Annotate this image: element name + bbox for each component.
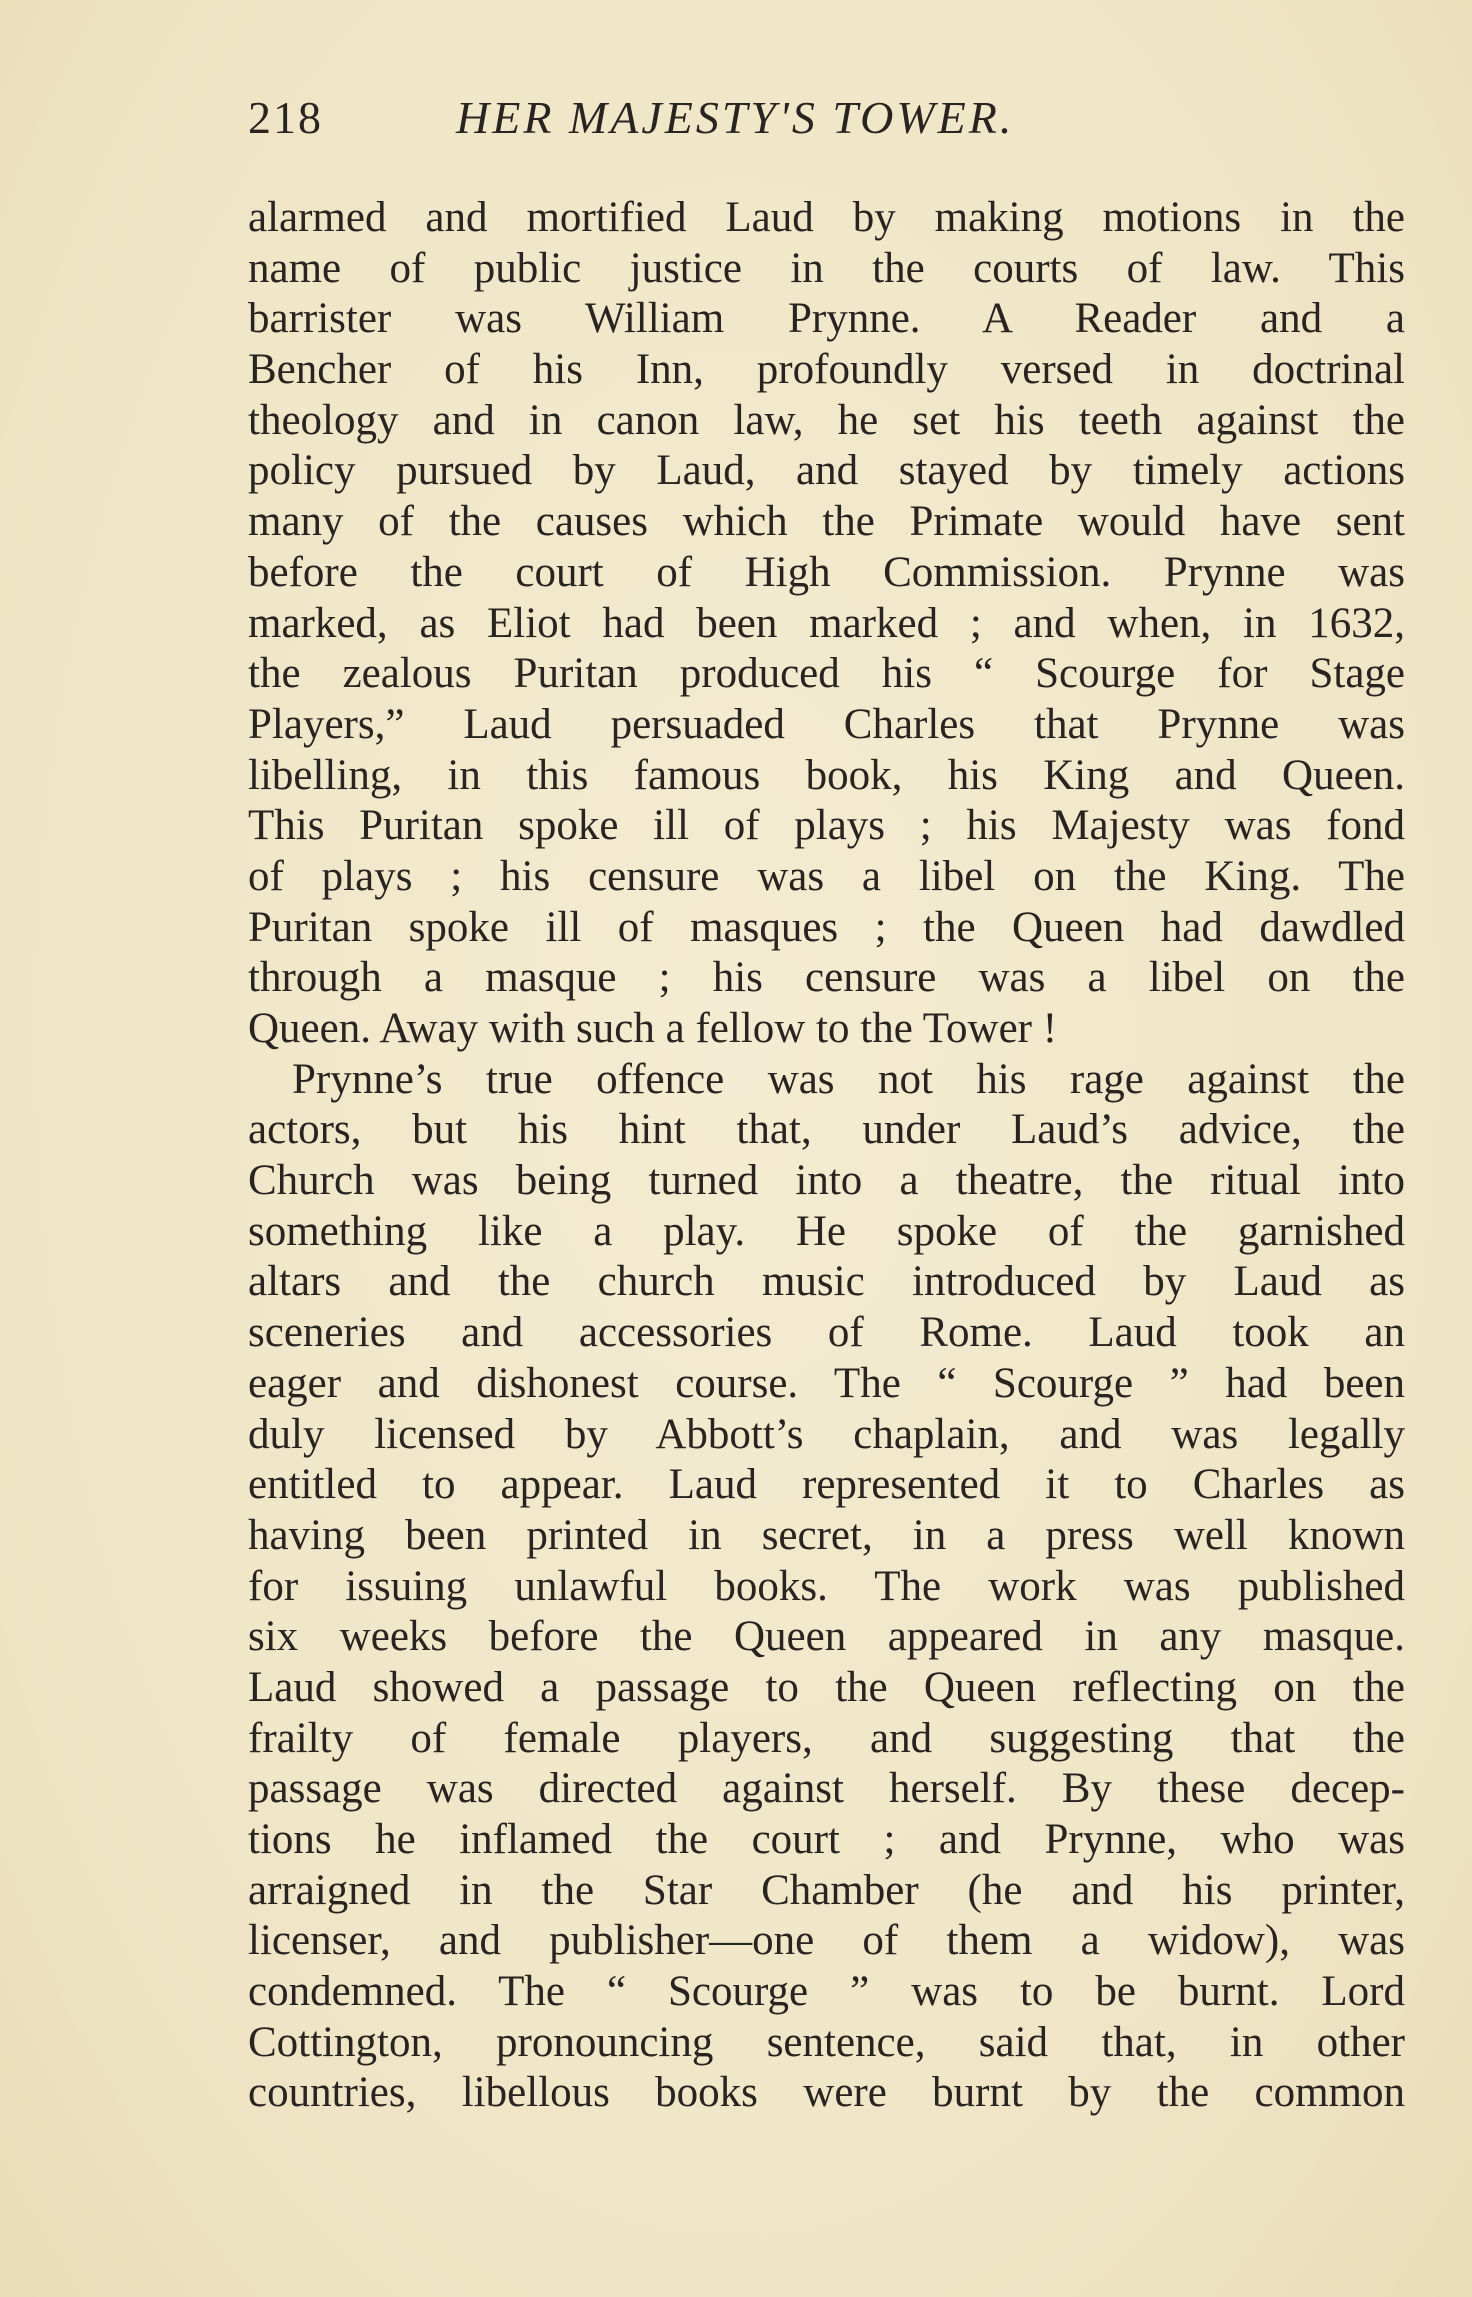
page-number: 218: [248, 92, 323, 143]
text-line: tions he inflamed the court ; and Prynne, who was: [248, 1816, 1405, 1863]
text-line: eager and dishonest course. The “ Scourge ” had been: [248, 1359, 1405, 1407]
text-line: duly licensed by Abbott’s chaplain, and was legally: [248, 1410, 1405, 1458]
paragraph-end-line: Queen. Away with such a fellow to the Tower !: [248, 1005, 1058, 1052]
text-line: Cottington, pronouncing sentence, said that, in other: [248, 2018, 1405, 2066]
text-line: libelling, in this famous book, his King and Queen.: [248, 751, 1405, 799]
text-line: barrister was William Prynne. A Reader and a: [248, 295, 1405, 343]
text-line: of plays ; his censure was a libel on the King. The: [248, 852, 1405, 900]
text-line: policy pursued by Laud, and stayed by timely actions: [248, 447, 1405, 495]
text-line: condemned. The “ Scourge ” was to be burnt. Lord: [248, 1968, 1405, 2016]
text-line: theology and in canon law, he set his teeth against the: [248, 396, 1405, 444]
text-line: countries, libellous books were burnt by the common: [248, 2069, 1405, 2117]
text-line: Bencher of his Inn, profoundly versed in doctrinal: [248, 346, 1405, 394]
text-line: for issuing unlawful books. The work was published: [248, 1562, 1405, 1610]
text-line: something like a play. He spoke of the garnished: [248, 1207, 1405, 1255]
text-line: alarmed and mortified Laud by making motions in the: [248, 194, 1405, 241]
text-line: many of the causes which the Primate would have sent: [248, 498, 1405, 546]
text-line: licenser, and publisher—one of them a widow), was: [248, 1917, 1405, 1965]
text-line: before the court of High Commission. Prynne was: [248, 548, 1405, 596]
text-line: Players,” Laud persuaded Charles that Prynne was: [248, 700, 1405, 748]
page-header: [248, 88, 1208, 158]
paragraph-start-line: Prynne’s true offence was not his rage against the: [292, 1055, 1405, 1103]
text-line: Church was being turned into a theatre, the ritual into: [248, 1157, 1405, 1205]
text-line: altars and the church music introduced by Laud as: [248, 1258, 1405, 1306]
text-line: marked, as Eliot had been marked ; and when, in 1632,: [248, 599, 1405, 647]
text-line: This Puritan spoke ill of plays ; his Majesty was fond: [248, 802, 1405, 850]
body-text: [248, 193, 1405, 2119]
text-line: six weeks before the Queen appeared in any masque.: [248, 1613, 1405, 1661]
running-head: HER MAJESTY'S TOWER.: [456, 92, 1015, 143]
text-line: actors, but his hint that, under Laud’s advice, the: [248, 1106, 1405, 1154]
text-line: name of public justice in the courts of law. This: [248, 244, 1405, 292]
text-line: Laud showed a passage to the Queen reflecting on the: [248, 1663, 1405, 1711]
text-line: Puritan spoke ill of masques ; the Queen had dawdled: [248, 903, 1405, 951]
text-line: the zealous Puritan produced his “ Scourge for Stage: [248, 650, 1405, 698]
text-line: passage was directed against herself. By these decep-: [248, 1765, 1405, 1813]
text-line: entitled to appear. Laud represented it to Charles as: [248, 1461, 1405, 1509]
text-line: frailty of female players, and suggesting that the: [248, 1714, 1405, 1762]
text-line: through a masque ; his censure was a libel on the: [248, 954, 1405, 1002]
text-line: arraigned in the Star Chamber (he and his printer,: [248, 1866, 1405, 1914]
text-line: having been printed in secret, in a press well known: [248, 1511, 1405, 1559]
text-line: sceneries and accessories of Rome. Laud took an: [248, 1309, 1405, 1357]
